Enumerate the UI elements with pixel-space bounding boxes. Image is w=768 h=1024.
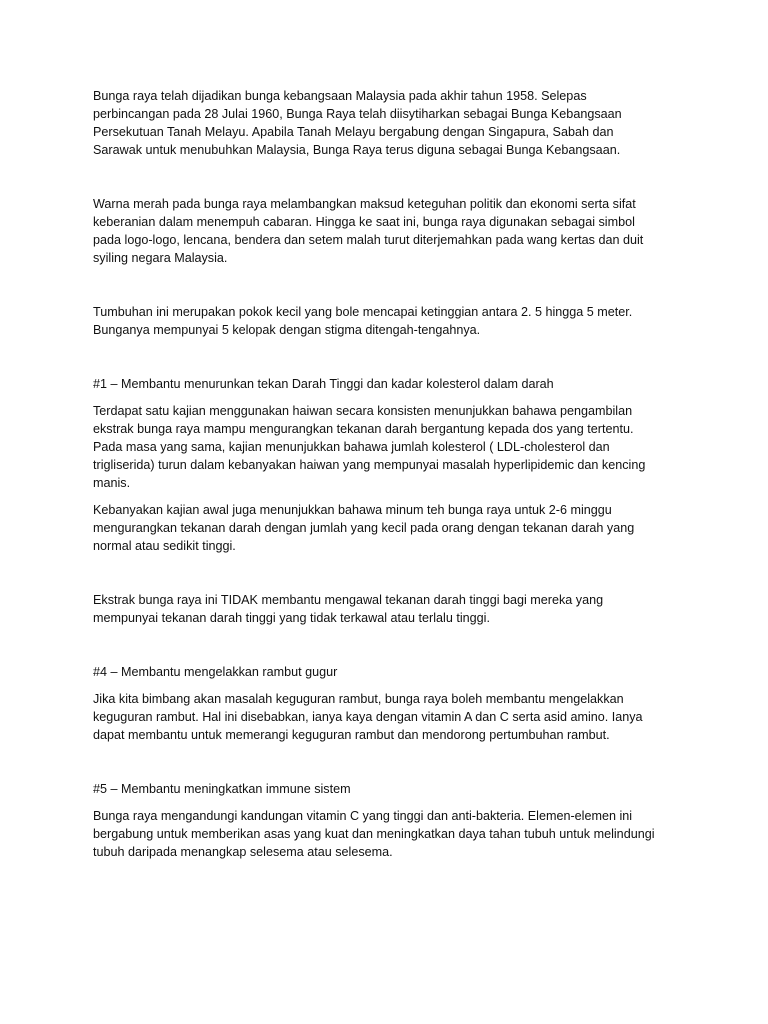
paragraph-animal-study: Terdapat satu kajian menggunakan haiwan secara konsisten menunjukkan bahawa pengambilan ekstrak bunga raya mampu mengurangkan tekanan darah bergantung kepada dos yang tertentu. Pada masa yang sama, kajian menunjukkan bahawa jumlah kolesterol ( LDL-cholesterol dan trigliserida) turun dalam kebanyakan haiwan yang mempunyai masalah hyperlipidemic dan kencing manis.	[93, 404, 646, 490]
paragraph-immune-system: Bunga raya mengandungi kandungan vitamin C yang tinggi dan anti-bakteria. Elemen-elemen ini bergabung untuk memberikan asas yang kuat dan meningkatkan daya tahan tubuh untuk melindungi tubuh daripada menangkap selesema atau selesema.	[93, 809, 655, 859]
paragraph-extract-warning: Ekstrak bunga raya ini TIDAK membantu mengawal tekanan darah tinggi bagi mereka yang mempunyai tekanan darah tinggi yang tidak terkawal atau terlalu tinggi.	[93, 593, 604, 625]
paragraph-red-color-meaning: Warna merah pada bunga raya melambangkan maksud keteguhan politik dan ekonomi serta sifat keberanian dalam menempuh cabaran. Hingga ke saat ini, bunga raya digunakan sebagai simbol pada logo-logo, lencana, bendera dan setem malah turut diterjemahkan pada wang kertas dan duit syiling negara Malaysia.	[93, 197, 644, 265]
paragraph-plant-description: Tumbuhan ini merupakan pokok kecil yang bole mencapai ketinggian antara 2. 5 hingga 5 meter. Bunganya mempunyai 5 kelopak dengan stigma ditengah-tengahnya.	[93, 305, 633, 337]
heading-benefit-1: #1 – Membantu menurunkan tekan Darah Tinggi dan kadar kolesterol dalam darah	[93, 377, 554, 391]
paragraph-hibiscus-tea-study: Kebanyakan kajian awal juga menunjukkan bahawa minum teh bunga raya untuk 2-6 minggu mengurangkan tekanan darah dengan jumlah yang kecil pada orang dengan tekanan darah yang normal atau sedikit tinggi.	[93, 503, 635, 553]
heading-benefit-4: #4 – Membantu mengelakkan rambut gugur	[93, 665, 338, 679]
paragraph-hair-loss: Jika kita bimbang akan masalah keguguran rambut, bunga raya boleh membantu mengelakkan keguguran rambut. Hal ini disebabkan, ianya kaya dengan vitamin A dan C serta asid amino. Ianya dapat membantu untuk memerangi keguguran rambut dan mendorong pertumbuhan rambut.	[93, 692, 643, 742]
paragraph-national-flower-history: Bunga raya telah dijadikan bunga kebangsaan Malaysia pada akhir tahun 1958. Selepas perbincangan pada 28 Julai 1960, Bunga Raya telah diisytiharkan sebagai Bunga Kebangsaan Persekutuan Tanah Melayu. Apabila Tanah Melayu bergabung dengan Singapura, Sabah dan Sarawak untuk menubuhkan Malaysia, Bunga Raya terus diguna sebagai Bunga Kebangsaan.	[93, 89, 622, 157]
heading-benefit-5: #5 – Membantu meningkatkan immune sistem	[93, 782, 351, 796]
